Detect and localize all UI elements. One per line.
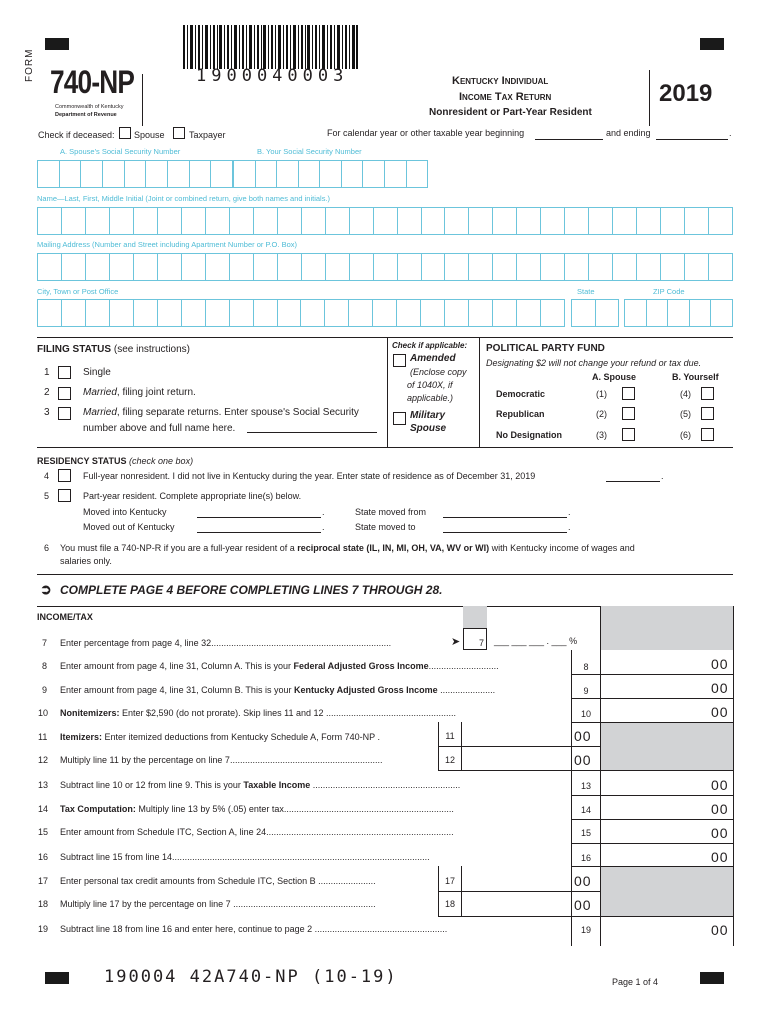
line9-text <box>60 685 495 695</box>
moved-into-date-field[interactable] <box>197 517 321 518</box>
page-number: Page 1 of 4 <box>612 977 659 987</box>
form-number: 740-NP <box>50 64 135 100</box>
amended-note-3: applicable.) <box>407 393 454 403</box>
line15-num: 15 <box>38 827 49 837</box>
line11-post: Enter itemized deductions from Kentucky Schedule A, Form 740-NP . <box>102 732 380 742</box>
line9-post: ...................... <box>437 685 496 695</box>
party-republican-a-num: (2) <box>596 409 607 419</box>
line17-rule <box>438 891 600 892</box>
amended-checkbox[interactable] <box>393 354 406 367</box>
city-input[interactable] <box>37 299 565 327</box>
party-democratic-spouse-checkbox[interactable] <box>622 387 635 400</box>
line8-rule <box>571 674 733 675</box>
residency-4-num: 4 <box>44 471 50 481</box>
line7-text: Enter percentage from page 4, line 32........................................................................ <box>60 638 392 648</box>
spouse-label: Spouse <box>134 130 165 140</box>
line16-num: 16 <box>38 852 49 862</box>
tax-year: 2019 <box>659 80 713 107</box>
line14-post: Multiply line 13 by 5% (.05) enter tax.................................................................... <box>135 804 454 814</box>
line18-num: 18 <box>38 899 49 909</box>
line9-box-num: 9 <box>583 686 589 696</box>
line16-rule <box>571 866 733 867</box>
and-ending-label: and ending <box>606 128 651 138</box>
line9-pre: Enter amount from page 4, line 31, Column B. This is your <box>60 685 294 695</box>
filing-status-2-text: , filing joint return. <box>116 387 196 398</box>
spouse-ssn-input[interactable] <box>37 160 233 188</box>
party-none-label: No Designation <box>496 430 563 440</box>
registration-mark-bottom-right <box>700 972 724 984</box>
line15-box-num: 15 <box>580 828 591 838</box>
line18-box-num: 18 <box>444 899 455 909</box>
right-column-rule-right <box>733 606 734 946</box>
name-label: Name—Last, First, Middle Initial (Joint or combined return, give both names and initials.) <box>37 194 331 203</box>
line13-cents[interactable]: 00 <box>711 777 729 793</box>
party-democratic-label: Democratic <box>496 389 546 399</box>
filing-status-1-label: Single <box>83 367 111 378</box>
line14-num: 14 <box>38 804 49 814</box>
line17-text: Enter personal tax credit amounts from Schedule ITC, Section B ....................... <box>60 876 376 886</box>
state-to-period: . <box>568 522 571 532</box>
line10-cents[interactable]: 00 <box>711 704 729 720</box>
filing-status-2-checkbox[interactable] <box>58 387 71 400</box>
line11-rule <box>438 746 600 747</box>
residency-6-bold: reciprocal state (IL, IN, MI, OH, VA, WV or WI) <box>297 543 490 553</box>
form-word: FORM <box>24 48 35 82</box>
line16-cents[interactable]: 00 <box>711 849 729 865</box>
filing-status-title <box>37 344 190 355</box>
line12-num: 12 <box>38 755 49 765</box>
party-democratic-b-num: (4) <box>680 389 691 399</box>
line7-num: 7 <box>42 638 48 648</box>
your-ssn-input[interactable] <box>233 160 428 188</box>
residency-6-num: 6 <box>44 543 50 553</box>
line16-box-num: 16 <box>580 853 591 863</box>
line19-box-num: 19 <box>580 925 591 935</box>
residency-6-text-2: salaries only. <box>60 556 112 566</box>
line17-num: 17 <box>38 876 49 886</box>
state-label: State <box>577 287 595 296</box>
line14-cents[interactable]: 00 <box>711 801 729 817</box>
line12-text: Multiply line 11 by the percentage on line 7............................................................. <box>60 755 383 765</box>
line14-bold: Tax Computation: <box>60 804 136 814</box>
filing-status-note: (see instructions) <box>113 344 190 355</box>
residency-6-b: with Kentucky income of wages and <box>489 543 635 553</box>
party-fund-title: POLITICAL PARTY FUND <box>486 343 605 354</box>
line18-cents[interactable]: 00 <box>574 897 592 913</box>
line9-bold: Kentucky Adjusted Gross Income <box>293 685 438 695</box>
line7-percentage-field[interactable]: ___ ___ ___ . ___ % <box>494 636 578 646</box>
filing-status-1-num: 1 <box>44 367 50 378</box>
calendar-year-text: For calendar year or other taxable year beginning <box>327 128 525 138</box>
line7-box-num: 7 <box>479 638 485 648</box>
right-column-rule-mid <box>600 606 601 946</box>
line10-text <box>60 708 456 718</box>
line15-text: Enter amount from Schedule ITC, Section A, line 24........................................................................... <box>60 827 454 837</box>
line19-text: Subtract line 18 from line 16 and enter here, continue to page 2 ..................................................... <box>60 924 448 934</box>
party-none-spouse-checkbox[interactable] <box>622 428 635 441</box>
line16-text: Subtract line 15 from line 14....................................................................................................... <box>60 852 430 862</box>
title-line2: Income Tax Return <box>459 91 552 103</box>
line8-box-num: 8 <box>583 662 589 672</box>
military-spouse-checkbox[interactable] <box>393 412 406 425</box>
registration-mark-bottom-left <box>45 972 69 984</box>
filing-status-2-italic: Married <box>83 387 117 398</box>
barcode <box>183 25 358 69</box>
spouse-deceased-checkbox[interactable] <box>119 127 131 139</box>
residency-6-text <box>60 543 635 553</box>
line7-arrow-icon: ➤ <box>451 636 461 648</box>
agency-name: Commonwealth of Kentucky <box>55 104 124 110</box>
residency-title-text: RESIDENCY STATUS <box>37 456 127 466</box>
header-divider <box>142 74 143 126</box>
moved-into-label: Moved into Kentucky <box>83 507 167 517</box>
amended-label: Amended <box>410 353 456 364</box>
line19-num: 19 <box>38 924 49 934</box>
year-divider <box>649 70 650 126</box>
line11-bold: Itemizers: <box>60 732 103 742</box>
deceased-label: Check if deceased: <box>38 130 115 140</box>
zip-label: ZIP Code <box>653 287 685 296</box>
moved-into-period: . <box>322 507 325 517</box>
taxpayer-deceased-checkbox[interactable] <box>173 127 185 139</box>
filing-status-2-num: 2 <box>44 387 50 398</box>
spouse-ssn-label: A. Spouse's Social Security Number <box>60 147 181 156</box>
residency-4-text: Full-year nonresident. I did not live in Kentucky during the year. Enter state of residence as of December 31, 2019 <box>83 471 536 481</box>
line8-num: 8 <box>42 661 48 671</box>
residency-6-a: You must file a 740-NP-R if you are a full-year resident of a <box>60 543 298 553</box>
filing-status-3-label-2: number above and full name here. <box>83 423 236 434</box>
line10-bold: Nonitemizers: <box>60 708 120 718</box>
line8-bold: Federal Adjusted Gross Income <box>293 661 429 671</box>
line14-box-num: 14 <box>580 805 591 815</box>
line8-pre: Enter amount from page 4, line 31, Column A. This is your <box>60 661 294 671</box>
address-input[interactable] <box>37 253 733 281</box>
line10-rule <box>571 722 733 723</box>
party-col-b: B. Yourself <box>672 372 719 382</box>
filing-status-2-label <box>83 387 196 398</box>
vertical-divider-2 <box>479 337 480 447</box>
zip-input[interactable] <box>624 299 733 327</box>
party-democratic-a-num: (1) <box>596 389 607 399</box>
registration-mark-top-left <box>45 38 69 50</box>
filing-status-3-checkbox[interactable] <box>58 407 71 420</box>
state-input[interactable] <box>571 299 619 327</box>
line14-text <box>60 804 454 814</box>
line11-text <box>60 732 380 742</box>
moved-out-label: Moved out of Kentucky <box>83 522 175 532</box>
residency-note: (check one box) <box>129 456 194 466</box>
state-to-label: State moved to <box>355 522 416 532</box>
line10-box-num: 10 <box>580 709 591 719</box>
section-rule-residency <box>37 447 733 448</box>
line11-cents[interactable]: 00 <box>574 728 592 744</box>
line19-cents[interactable]: 00 <box>711 922 729 938</box>
filing-status-3-label <box>83 407 359 418</box>
residency-5-checkbox[interactable] <box>58 489 71 502</box>
line13-rule <box>571 795 733 796</box>
city-label: City, Town or Post Office <box>37 287 119 296</box>
taxpayer-label: Taxpayer <box>189 130 226 140</box>
registration-mark-top-right <box>700 38 724 50</box>
line9-num: 9 <box>42 685 48 695</box>
residency-5-text: Part-year resident. Complete appropriate line(s) below. <box>83 491 302 501</box>
line12-box-num: 12 <box>444 755 455 765</box>
barcode-number: 1900040003 <box>196 66 349 86</box>
line15-rule <box>571 843 733 844</box>
line14-rule <box>571 819 733 820</box>
residency-title <box>37 456 193 466</box>
party-republican-yourself-checkbox[interactable] <box>701 407 714 420</box>
year-end-punct: . <box>729 128 732 138</box>
party-republican-spouse-checkbox[interactable] <box>622 407 635 420</box>
residency-5-num: 5 <box>44 491 50 501</box>
line13-bold: Taxable Income <box>243 780 311 790</box>
arrow-icon: ➲ <box>40 581 52 597</box>
section-rule-complete <box>37 574 733 575</box>
line10-num: 10 <box>38 708 49 718</box>
military-label-1: Military <box>410 410 446 421</box>
moved-out-date-field[interactable] <box>197 532 321 533</box>
military-label-2: Spouse <box>410 423 447 434</box>
party-republican-b-num: (5) <box>680 409 691 419</box>
income-gray-lower <box>600 866 733 916</box>
line13-pre: Subtract line 10 or 12 from line 9. This is your <box>60 780 244 790</box>
your-ssn-label: B. Your Social Security Number <box>257 147 362 156</box>
party-col-a: A. Spouse <box>592 372 637 382</box>
line9-cents[interactable]: 00 <box>711 680 729 696</box>
line10-post: Enter $2,590 (do not prorate). Skip lines 11 and 12 .................................................... <box>119 708 457 718</box>
department-name: Department of Revenue <box>55 112 117 118</box>
year-end-field[interactable] <box>656 139 728 140</box>
party-none-a-num: (3) <box>596 430 607 440</box>
line13-box-num: 13 <box>580 781 591 791</box>
line11-num: 11 <box>38 732 48 742</box>
line13-post: ........................................................... <box>310 780 461 790</box>
income-gray-right-top <box>600 606 733 650</box>
line13-text <box>60 780 460 790</box>
filing-status-3-text: , filing separate returns. Enter spouse's Social Security <box>116 407 359 418</box>
section-rule-top <box>37 337 733 338</box>
party-fund-note: Designating $2 will not change your refund or tax due. <box>486 358 702 368</box>
subtitle: Nonresident or Part-Year Resident <box>429 107 592 118</box>
vertical-divider-1 <box>387 337 388 447</box>
footer-code: 190004 42A740-NP (10-19) <box>104 967 398 987</box>
moved-out-period: . <box>322 522 325 532</box>
amended-note-1: (Enclose copy <box>410 367 467 377</box>
line18-text: Multiply line 17 by the percentage on line 7 ......................................................... <box>60 899 376 909</box>
line12-cents[interactable]: 00 <box>574 752 592 768</box>
amended-note-2: of 1040X, if <box>407 380 453 390</box>
line18-rule <box>438 916 733 917</box>
party-republican-label: Republican <box>496 409 545 419</box>
filing-status-1-checkbox[interactable] <box>58 366 71 379</box>
income-gray-mid <box>600 722 733 770</box>
residence-state-field[interactable] <box>606 481 660 482</box>
year-begin-field[interactable] <box>535 139 603 140</box>
line15-cents[interactable]: 00 <box>711 825 729 841</box>
line12-rule <box>438 770 733 771</box>
filing-status-3-num: 3 <box>44 407 50 418</box>
party-none-yourself-checkbox[interactable] <box>701 428 714 441</box>
residency-4-checkbox[interactable] <box>58 469 71 482</box>
applicable-title: Check if applicable: <box>392 341 468 350</box>
filing-status-3-italic: Married <box>83 407 117 418</box>
filing-status-title-text: FILING STATUS <box>37 344 112 355</box>
address-label: Mailing Address (Number and Street including Apartment Number or P.O. Box) <box>37 240 297 249</box>
line17-cents[interactable]: 00 <box>574 873 592 889</box>
state-from-label: State moved from <box>355 507 427 517</box>
state-to-field[interactable] <box>443 532 567 533</box>
residency-4-period: . <box>661 471 664 481</box>
line8-text <box>60 661 499 671</box>
income-gray-top <box>463 606 487 628</box>
line9-rule <box>571 698 733 699</box>
line13-num: 13 <box>38 780 49 790</box>
complete-note: COMPLETE PAGE 4 BEFORE COMPLETING LINES 7 THROUGH 28. <box>60 583 443 597</box>
state-from-field[interactable] <box>443 517 567 518</box>
title-line1: Kentucky Individual <box>452 75 549 87</box>
line8-post: ............................ <box>428 661 499 671</box>
spouse-name-field[interactable] <box>247 432 377 433</box>
party-democratic-yourself-checkbox[interactable] <box>701 387 714 400</box>
line17-box-num: 17 <box>444 876 455 886</box>
name-input[interactable] <box>37 207 733 235</box>
line11-box-num: 11 <box>445 731 455 741</box>
line8-cents[interactable]: 00 <box>711 656 729 672</box>
party-none-b-num: (6) <box>680 430 691 440</box>
state-from-period: . <box>568 507 571 517</box>
income-title: INCOME/TAX <box>37 612 93 622</box>
